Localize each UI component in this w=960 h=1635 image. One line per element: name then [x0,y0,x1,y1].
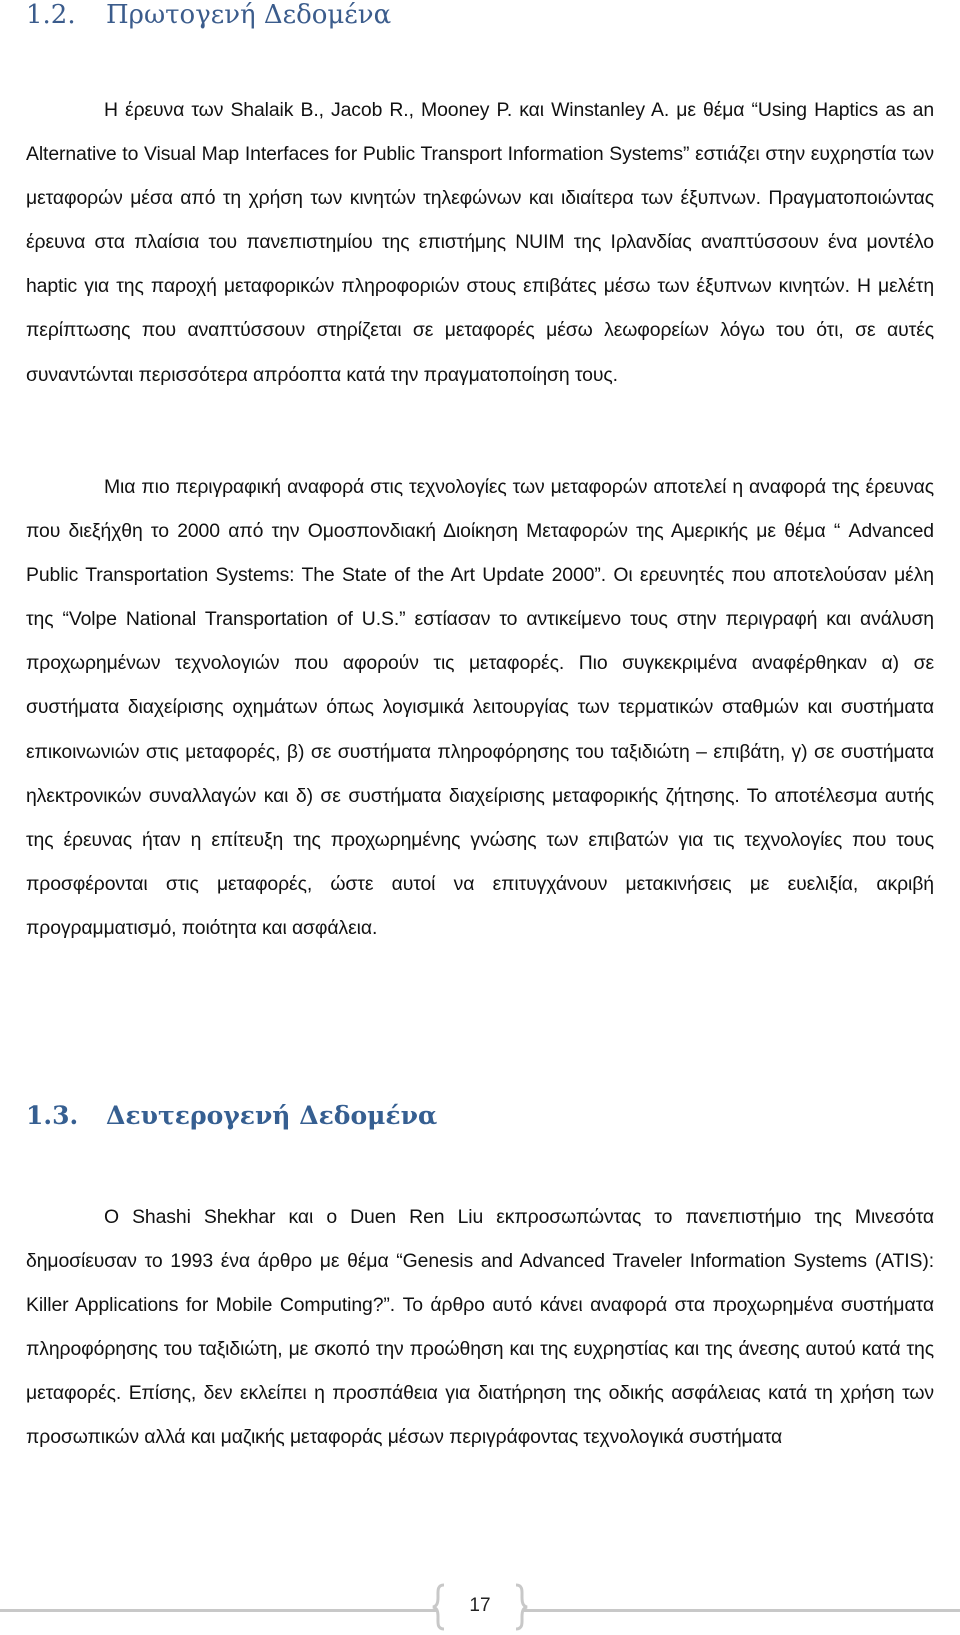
footer-rule-left [0,1609,437,1612]
paragraph-haptics-research: Η έρευνα των Shalaik B., Jacob R., Mooney P. και Winstanley A. με θέμα “Using Haptics as an Alternative to Visual Map Interfaces for Public Transport Information Systems” εστιάζει στην ευχρηστία των μεταφορών μέσα από τη χρήση των κινητών τηλεφώνων και ιδιαίτερα των έξυπνων. Πραγματοποιώντας έρευνα στα πλαίσια του πανεπιστημίου της επιστήμης NUIM της Ιρλανδίας αναπτύσσουν ένα μοντέλο haptic για της παροχή μεταφορικών πληροφοριών στους επιβάτες μέσω των έξυπνων κινητών. Η μελέτη περίπτωσης που αναπτύσσουν στηρίζεται σε μεταφορές μέσω λεωφορείων λόγω του ότι, σε αυτές συναντώνται περισσότερα απρόοπτα κατά την πραγματοποίηση τους. [26,99,934,386]
section-title: Πρωτογενή Δεδομένα [106,0,392,30]
left-brace-icon [432,1583,446,1631]
section-heading-primary-data [26,0,391,30]
section-number: 1.3. [26,1101,79,1130]
footer-rule-right [523,1609,960,1612]
section-title: Δευτερογενή Δεδομένα [106,1101,438,1130]
section-number: 1.2. [26,0,76,30]
page-footer [0,1583,960,1635]
paragraph-apts-research: Μια πιο περιγραφική αναφορά στις τεχνολογίες των μεταφορών αποτελεί η αναφορά της έρευνας που διεξήχθη το 2000 από την Ομοσπονδιακή Διοίκηση Μεταφορών της Αμερικής με θέμα “ Advanced Public Transportation Systems: The State of the Art Update 2000”. Οι ερευνητές που αποτελούσαν μέλη της “Volpe National Transportation of U.S.” εστίασαν το αντικείμενο τους στην περιγραφή και ανάλυση προχωρημένων τεχνολογιών που αφορούν τις μεταφορές. Πιο συγκεκριμένα αναφέρθηκαν α) σε συστήματα διαχείρισης οχημάτων όπως λογισμικά λειτουργίας των τερματικών σταθμών και συστήματα επικοινωνιών στις μεταφορές, β) σε συστήματα πληροφόρησης του ταξιδιώτη – επιβάτη, γ) σε συστήματα ηλεκτρονικών συναλλαγών και δ) σε συστήματα διαχείρισης μεταφορικής ζήτησης. Το αποτέλεσμα αυτής της έρευνας ήταν η επίτευξη της προχωρημένης γνώσης των επιβατών για τις τεχνολογίες που τους προσφέρονται στις μεταφορές, ώστε αυτοί να επιτυγχάνουν μετακινήσεις με ευελιξία, ακριβή προγραμματισμό, ποιότητα και ασφάλεια. [26,476,934,939]
page-number: 17 [469,1595,491,1616]
section-heading-secondary-data [26,1101,437,1130]
paragraph-atis-article: Ο Shashi Shekhar και ο Duen Ren Liu εκπροσωπώντας το πανεπιστήμιο της Μινεσότα δημοσίευσαν το 1993 ένα άρθρο με θέμα “Genesis and Advanced Traveler Information Systems (ATIS): Killer Applications for Mobile Computing?”. Το άρθρο αυτό κάνει αναφορά στα προχωρημένα συστήματα πληροφόρησης του ταξιδιώτη, με σκοπό την προώθηση και της ευχρηστίας και της άνεσης αυτού κατά της μεταφορές. Επίσης, δεν εκλείπει η προσπάθεια για διατήρηση της οδικής ασφάλειας κατά τη χρήση των προσωπικών αλλά και μαζικής μεταφοράς μέσων περιγράφοντας τεχνολογικά συστήματα [26,1206,934,1449]
right-brace-icon [514,1583,528,1631]
